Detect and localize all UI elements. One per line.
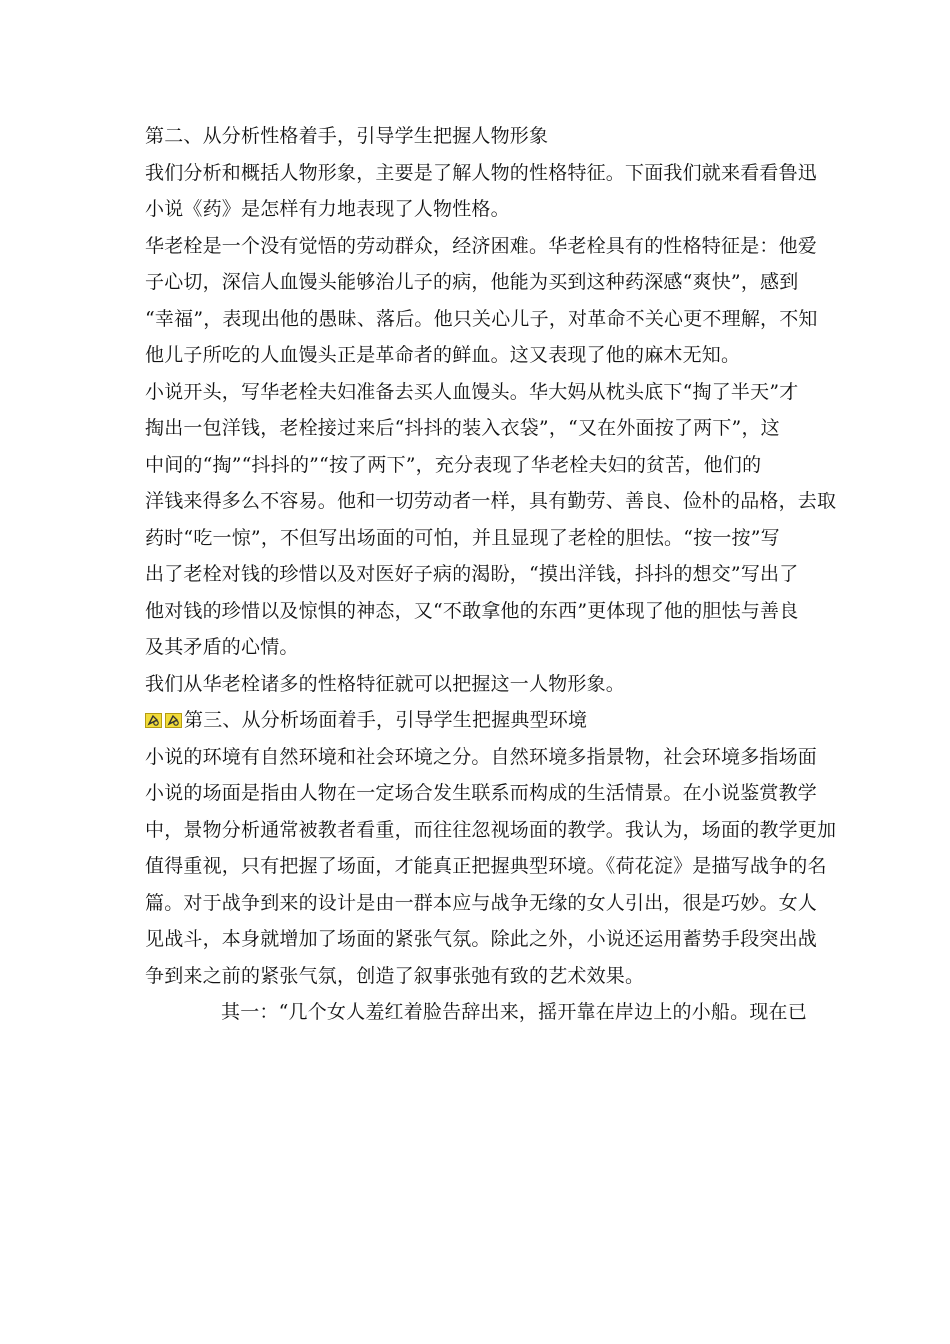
paragraph-line: 值得重视，只有把握了场面，才能真正把握典型环境。《荷花淀》是描写战争的名 [145, 855, 827, 877]
quote-line: 其一：“几个女人羞红着脸告辞出来，摇开靠在岸边上的小船。现在已 [221, 1001, 807, 1023]
paragraph-line: 我们分析和概括人物形象，主要是了解人物的性格特征。下面我们就来看看鲁迅 [145, 161, 818, 184]
section-heading-2: 第二、从分析性格着手，引导学生把握人物形象 [145, 125, 549, 147]
document-page [145, 118, 837, 1031]
paragraph-line: 药时“吃一惊”，不但写出场面的可怕，并且显现了老栓的胆怯。“按一按”写 [145, 526, 780, 549]
paragraph-line: 篇。对于战争到来的设计是由一群本应与战争无缘的女人引出，很是巧妙。女人 [145, 891, 818, 914]
paragraph-line: 掏出一包洋钱，老栓接过来后“抖抖的装入衣袋”，“又在外面按了两下”，这 [145, 417, 780, 439]
paragraph-line: 争到来之前的紧张气氛，创造了叙事张弛有致的艺术效果。 [145, 964, 645, 987]
paragraph-line: 中，景物分析通常被教者看重，而往往忽视场面的教学。我认为，场面的教学更加 [145, 818, 837, 841]
paragraph-line: 他儿子所吃的人血馒头正是革命者的鲜血。这又表现了他的麻木无知。 [145, 344, 741, 366]
comment-marker-icon[interactable] [145, 713, 162, 728]
paragraph-line: 他对钱的珍惜以及惊惧的神态，又“不敢拿他的东西”更体现了他的胆怯与善良 [145, 599, 799, 622]
paragraph-line: 洋钱来得多么不容易。他和一切劳动者一样，具有勤劳、善良、俭朴的品格，去取 [145, 490, 837, 512]
paragraph-line: 我们从华老栓诸多的性格特征就可以把握这一人物形象。 [145, 672, 626, 695]
paragraph-line: 华老栓是一个没有觉悟的劳动群众，经济困难。华老栓具有的性格特征是：他爱 [145, 234, 818, 257]
section-heading-3-row [145, 702, 810, 739]
paragraph-line: “幸福”，表现出他的愚昧、落后。他只关心儿子，对革命不关心更不理解，不知 [145, 307, 818, 330]
paragraph-line: 小说《药》是怎样有力地表现了人物性格。 [145, 198, 510, 220]
paragraph-line: 小说开头，写华老栓夫妇准备去买人血馒头。华大妈从枕头底下“掏了半天”才 [145, 380, 799, 403]
paragraph-line: 见战斗，本身就增加了场面的紧张气氛。除此之外，小说还运用蓄势手段突出战 [145, 928, 818, 950]
paragraph-line: 小说的场面是指由人物在一定场合发生联系而构成的生活情景。在小说鉴赏教学 [145, 782, 818, 804]
paragraph-line: 小说的环境有自然环境和社会环境之分。自然环境多指景物，社会环境多指场面 [145, 745, 818, 768]
section-heading-3: 第三、从分析场面着手，引导学生把握典型环境 [184, 709, 588, 731]
paragraph-line: 中间的“掏”“抖抖的”“按了两下”，充分表现了华老栓夫妇的贫苦，他们的 [145, 453, 762, 476]
comment-marker-icon[interactable] [165, 713, 182, 728]
paragraph-line: 出了老栓对钱的珍惜以及对医好子病的渴盼，“摸出洋钱，抖抖的想交”写出了 [145, 563, 799, 585]
paragraph-line: 及其矛盾的心情。 [145, 636, 299, 658]
paragraph-line: 子心切，深信人血馒头能够治儿子的病，他能为买到这种药深感“爽快”，感到 [145, 271, 799, 293]
comment-icons [145, 713, 182, 728]
